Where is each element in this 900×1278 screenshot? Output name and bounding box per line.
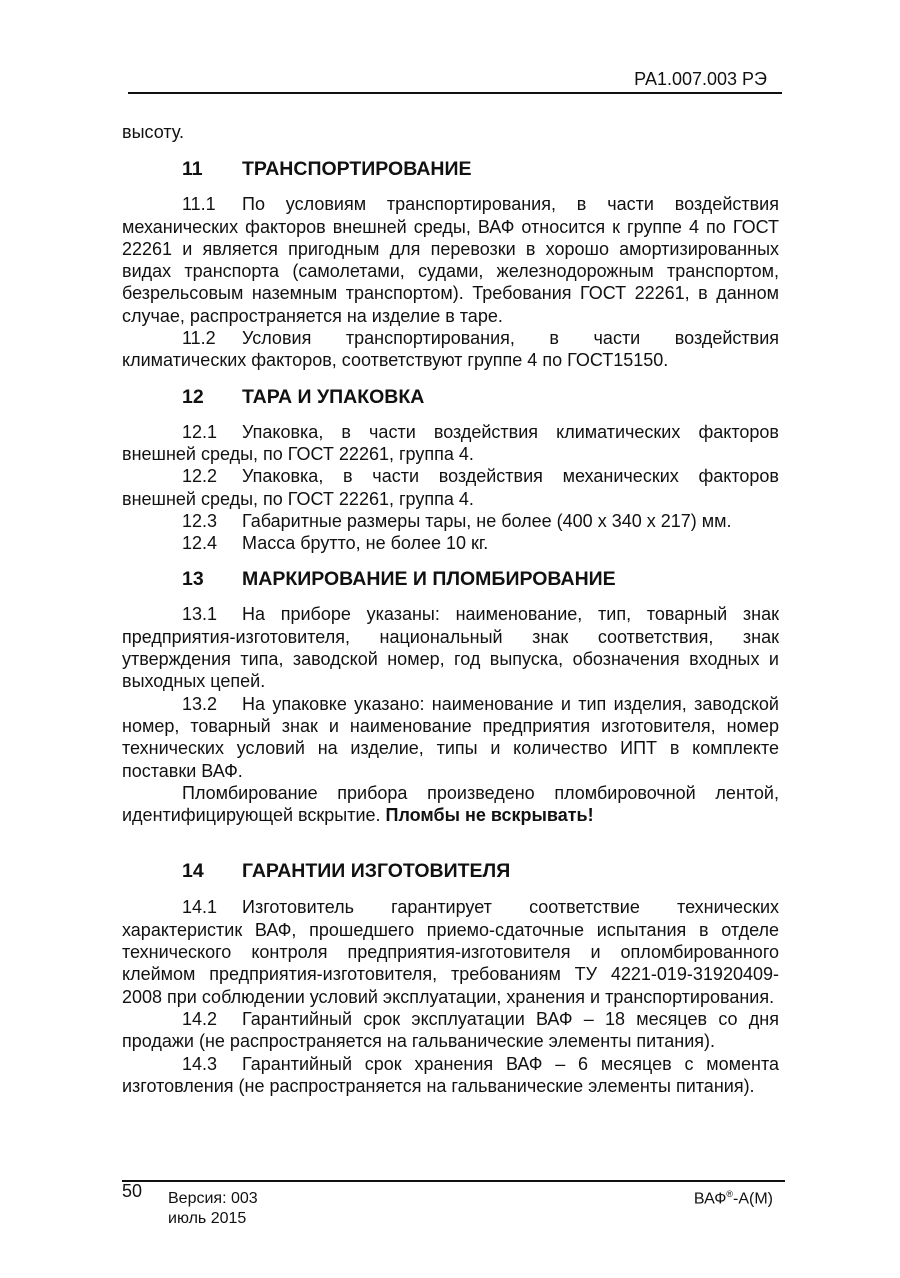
paragraph-12-1 [122, 421, 779, 466]
sealing-warning: Пломбы не вскрывать! [385, 805, 594, 826]
paragraph-number: 13.1 [182, 604, 218, 625]
paragraph-12-2 [122, 465, 779, 510]
section-number: 14 [182, 860, 204, 883]
paragraph-12-4 [122, 532, 779, 554]
sealing-paragraph [122, 782, 779, 827]
section-heading-14 [122, 859, 779, 883]
paragraph-number: 12.2 [182, 466, 218, 487]
section-heading-12 [122, 385, 779, 409]
paragraph-text: На приборе указаны: наименование, тип, товарный знак предприятия-изготовителя, национальный знак соответствия, знак утверждения типа, заводской номер, год выпуска, обозначения входных и выходных цепей. [122, 604, 779, 692]
paragraph-12-3 [122, 510, 779, 532]
paragraph-number: 12.1 [182, 421, 218, 442]
section-number: 12 [182, 385, 204, 408]
registered-mark: ® [726, 1189, 734, 1199]
sealing-text: Пломбирование прибора произведено пломбировочной лентой, идентифицирующей вскрытие. [122, 782, 779, 826]
section-number: 13 [182, 568, 204, 591]
continued-text: высоту. [122, 122, 184, 142]
product-suffix: -А(М) [733, 1190, 773, 1208]
paragraph-text: Гарантийный срок хранения ВАФ – 6 месяцев с момента изготовления (не распространяется на гальванические элементы питания). [122, 1053, 779, 1096]
paragraph-text: По условиям транспортирования, в части воздействия механических факторов внешней среды, ВАФ относится к группе 4 по ГОСТ 22261 и является пригодным для перевозки в хорошо амортизированных видах транспорта (самолетами, судами, железнодорожным транспортом, безрельсовым наземным транспортом). Требования ГОСТ 22261, в данном случае, распространяется на изделие в таре. [122, 194, 779, 326]
version-label: Версия: 003 [168, 1190, 258, 1207]
paragraph-14-1 [122, 896, 779, 1007]
paragraph-number: 14.1 [182, 897, 218, 918]
paragraph-14-3 [122, 1053, 779, 1098]
section-title: ТАРА И УПАКОВКА [242, 385, 425, 408]
paragraph-number: 12.3 [182, 510, 218, 531]
paragraph-text: Габаритные размеры тары, не более (400 х 340 х 217) мм. [242, 510, 732, 531]
paragraph-text: Упаковка, в части воздействия климатических факторов внешней среды, по ГОСТ 22261, группа 4. [122, 421, 779, 464]
header-rule [128, 92, 782, 94]
section-heading-11 [122, 157, 779, 181]
section-title: ГАРАНТИИ ИЗГОТОВИТЕЛЯ [242, 860, 511, 883]
product-base-name: ВАФ [693, 1190, 727, 1208]
paragraph-number: 11.2 [182, 328, 216, 349]
page-content [122, 121, 779, 1097]
section-number: 11 [182, 158, 203, 181]
paragraph-text: Изготовитель гарантирует соответствие технических характеристик ВАФ, прошедшего приемо-сдаточные испытания в отделе технического контроля предприятия-изготовителя и опломбированного клеймом предприятия-изготовителя, требованиям ТУ 4221-019-31920409-2008 при соблюдении условий эксплуатации, хранения и транспортирования. [122, 897, 779, 1007]
product-name [694, 1189, 773, 1208]
paragraph-number: 14.2 [182, 1008, 218, 1029]
section-title: МАРКИРОВАНИЕ И ПЛОМБИРОВАНИЕ [242, 568, 616, 591]
paragraph-14-2 [122, 1008, 779, 1053]
paragraph-number: 14.3 [182, 1053, 218, 1074]
footer-rule [122, 1180, 785, 1182]
paragraph-number: 12.4 [182, 533, 218, 554]
section-title: ТРАНСПОРТИРОВАНИЕ [242, 158, 472, 181]
release-date: июль 2015 [168, 1210, 247, 1227]
paragraph-number: 13.2 [182, 693, 218, 714]
paragraph-text: Масса брутто, не более 10 кг. [242, 533, 489, 554]
paragraph-text: Гарантийный срок эксплуатации ВАФ – 18 месяцев со дня продажи (не распространяется на гальванические элементы питания). [122, 1008, 779, 1052]
paragraph-13-2 [122, 693, 779, 782]
document-code: РА1.007.003 РЭ [634, 69, 767, 89]
paragraph-number: 11.1 [182, 194, 216, 215]
paragraph-text: На упаковке указано: наименование и тип изделия, заводской номер, товарный знак и наименование предприятия изготовителя, номер технических условий на изделие, типы и количество ИПТ в комплекте поставки ВАФ. [122, 693, 779, 781]
paragraph-11-1 [122, 193, 779, 327]
paragraph-13-1 [122, 603, 779, 692]
paragraph-11-2 [122, 327, 779, 372]
section-heading-13 [122, 567, 779, 591]
page-number: 50 [122, 1181, 143, 1201]
paragraph-text: Упаковка, в части воздействия механических факторов внешней среды, по ГОСТ 22261, группа 4. [122, 466, 779, 509]
paragraph-text: Условия транспортирования, в части воздействия климатических факторов, соответствуют группе 4 по ГОСТ15150. [122, 328, 779, 371]
